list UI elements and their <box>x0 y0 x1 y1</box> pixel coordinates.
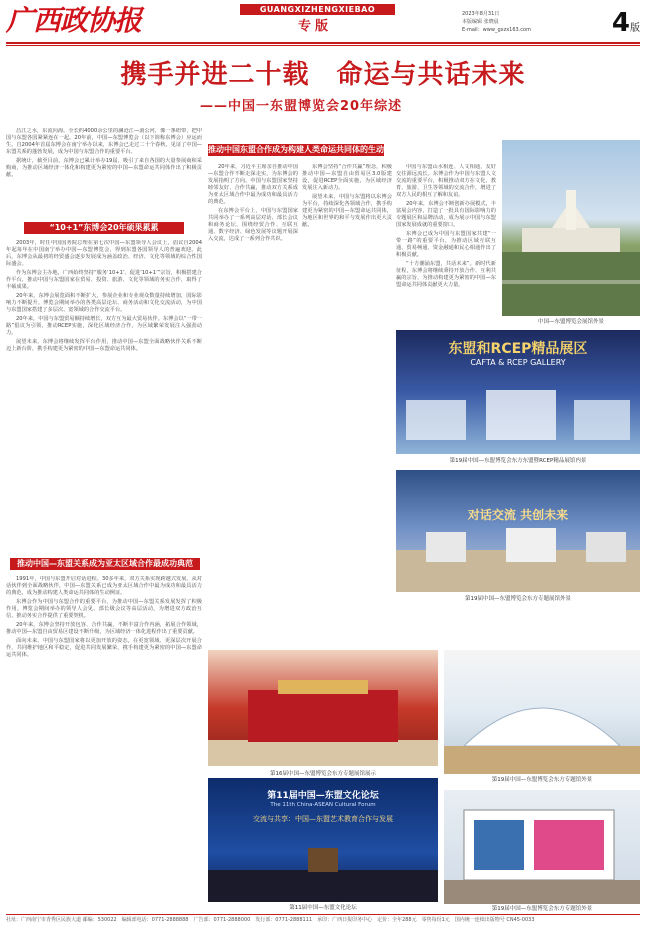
paragraph: 昌江之水，东流向海。全长约4000余公里的澜沧江—湄公河，像一条纽带，把中国与东盟各国紧紧连在一起。20年前，中国—东盟博览会（以下简称东博会）应运而生。自2004年首届东博会在南宁举办以来，东博会已走过二十个春秋，见证了中国—东盟关系的蓬勃发展，成为中国与东盟合作的重要平台。 <box>6 128 202 155</box>
red-pavilion-illustration <box>208 650 438 766</box>
page-number: 4版 <box>611 8 640 38</box>
white-pavilion-illustration <box>444 650 640 774</box>
footer-info: 社址：广西南宁市青秀区民族大道 邮编：530022 编辑部电话：0771-2888888 广告部：0771-2888000 发行部：0771-2888111 承印：广西日报印务中心 定价：全年288元 零售每份1元 国内统一连续出版物号 CN45-0033 <box>6 917 535 923</box>
paragraph: 东博会坚持“合作共赢”理念，积极推动中国—东盟自由贸易区3.0版建设，促进RCEP全面实施，为区域经济发展注入新动力。 <box>302 164 392 191</box>
photo-rcep-gallery <box>396 330 640 454</box>
paragraph: 1991年，中国与东盟开启对话进程。30多年来，双方关系实现跨越式发展，从对话伙伴到全面战略伙伴，中国—东盟关系已成为亚太区域合作中最为成功和最具活力的典范，成为推动构建人类命运共同体的生动例证。 <box>6 576 202 596</box>
masthead-pinyin: GUANGXIZHENGXIEBAO <box>240 4 395 15</box>
photo-caption: 中国—东盟博览会展馆外景 <box>537 319 604 325</box>
hall-illustration <box>396 470 640 592</box>
hall-banner: 对话交流 共创未来 <box>467 508 569 522</box>
expo-building-illustration <box>502 140 640 316</box>
forum-stage-illustration <box>208 778 438 902</box>
paragraph: 20年来，东博会不断创新办展模式，丰富展会内容，打造了一批具有国际影响力的专题展区和品牌活动，成为展示中国与东盟国家发展成就的重要窗口。 <box>396 201 496 228</box>
col1-section1 <box>6 240 202 508</box>
forum-subtitle: The 11th China-ASEAN Cultural Forum <box>270 802 376 808</box>
section-head-2: 推动中国—东盟关系成为亚太区域合作最成功典范 <box>10 558 200 570</box>
paragraph: 中国与东盟山水相连、人文相通，友好交往源远流长。东博会作为中国与东盟人文交流的重要平台，积极推动双方在文化、教育、旅游、卫生等领域的交流合作，增进了双方人民的相互了解和友谊。 <box>396 164 496 198</box>
date-line: 2023年8月31日 <box>462 11 500 17</box>
forum-title: 第11届中国—东盟文化论坛 <box>267 791 379 801</box>
email-line: E-mail：www_gxzx163.com <box>462 27 531 33</box>
photo-white-pavilion <box>444 650 640 774</box>
paragraph: 东博会已成为中国与东盟国家共建“一带一路”的重要平台，为推动区域互联互通、贸易畅通、资金融通和民心相通作出了积极贡献。 <box>396 231 496 258</box>
subheadline: ——中国一东盟博览会20年综述 <box>200 99 403 114</box>
rcep-hall-illustration <box>396 330 640 454</box>
paragraph: 20年来，中国与东盟贸易额持续增长，双方互为最大贸易伙伴。东博会以“一带一路”倡议为引领，推动RCEP实施，深化区域经济合作，为区域繁荣发展注入强劲动力。 <box>6 316 202 336</box>
paragraph: “十方潮涌东盟，共话未来”。新时代新征程，东博会将继续秉持开放合作、互利共赢的宗旨，为推动构建更为紧密的中国—东盟命运共同体贡献更大力量。 <box>396 261 496 288</box>
paragraph: 展望未来，东博会将继续发挥平台作用，推动中国—东盟全面战略伙伴关系不断迈上新台阶，携手构建更为紧密的中国—东盟命运共同体。 <box>6 339 202 352</box>
rcep-sign: 东盟和RCEP精品展区 <box>448 341 588 357</box>
section-head-1: “10+1”东博会20年硕果累累 <box>24 222 184 234</box>
headline: 携手并进二十载 命运与共话未来 <box>120 60 526 90</box>
masthead-rule <box>6 42 640 44</box>
footer-rule <box>6 914 640 915</box>
photo-colorful-pavilion <box>444 790 640 904</box>
forum-line: 交流与共享：中国—东盟艺术教育合作与发展 <box>253 815 393 823</box>
paragraph: 20年来，东博会坚持开放包容、合作共赢，不断丰富合作内涵，拓展合作领域，推动中国—东盟自由贸易区建设不断升级，为区域经济一体化进程作出了重要贡献。 <box>6 622 202 635</box>
col1-section2 <box>6 576 202 906</box>
paragraph: 20年来，东博会展览面积不断扩大，参展企业和专业观众数量持续增加，国际影响力不断提升。博览会期间举办的各类高层论坛、商务活动和文化交流活动，为中国与东盟国家搭建了多层次、宽领域的合作交流平台。 <box>6 293 202 313</box>
paragraph: 展望未来，中国与东盟将以东博会为平台，持续深化各领域合作，携手构建更为紧密的中国—东盟命运共同体，为地区和世界的和平与发展作出更大贡献。 <box>302 194 392 228</box>
col1-intro <box>6 128 202 218</box>
paragraph: 作为东博会主办地，广西始终坚持“服务‘10+1’、促进‘10+1’”宗旨，积极搭建合作平台，推动中国与东盟国家在贸易、投资、旅游、文化等领域的务实合作，取得了丰硕成果。 <box>6 270 202 290</box>
section-head-3: 推动中国东盟合作成为构建人类命运共同体的生动例证 <box>208 145 384 166</box>
paragraph: 在东博会平台上，中国与东盟国家共同举办了一系列高层对话、部长会议和商务论坛，围绕经贸合作、互联互通、数字经济、绿色发展等议题开展深入交流，达成了一系列合作共识。 <box>208 208 298 242</box>
colorful-pavilion-illustration <box>444 790 640 904</box>
masthead-title: 广西政协报 <box>6 4 142 37</box>
photo-caption: 第19届中国—东盟博览会东方专题馆外景 <box>491 906 593 912</box>
col2b-text <box>302 164 392 644</box>
paragraph: 面向未来，中国与东盟国家将以更加开放的姿态，在更宽领域、更深层次开展合作，共同维护地区和平稳定，促进共同发展繁荣，携手构建更为紧密的中国—东盟命运共同体。 <box>6 638 202 658</box>
photo-red-pavilion <box>208 650 438 766</box>
masthead-rule-thin <box>6 45 640 46</box>
photo-exhibition-hall <box>396 470 640 592</box>
paragraph: 2003年，时任中国国务院总理在第七次中国—东盟领导人会议上，倡议自2004年起每年在中国南宁举办中国—东盟博览会，得到东盟各国领导人的普遍欢迎。此后，东博会从最初的经贸盛会逐步发展成为涵盖政治、经济、文化等领域的综合性国际盛会。 <box>6 240 202 267</box>
paragraph: 据统计，截至目前，东博会已累计举办19届，吸引了来自各国的大量参展商和采购商，为推动区域经济一体化和构建更为紧密的中国—东盟命运共同体作出了积极贡献。 <box>6 158 202 178</box>
photo-caption: 第19届中国—东盟博览会东方专题馆外景 <box>491 777 593 783</box>
photo-caption: 第19届中国—东盟博览会东方东盟暨RCEP精品展馆内景 <box>449 458 587 464</box>
rcep-sign-en: CAFTA & RCEP GALLERY <box>470 358 566 367</box>
photo-expo-exterior <box>502 140 640 316</box>
photo-caption: 第19届中国—东盟博览会东方专题展馆外景 <box>465 596 571 602</box>
photo-caption: 第16届中国—东盟博览会东方专题展馆展示 <box>270 771 376 777</box>
col2-text <box>208 164 298 644</box>
photo-caption: 第11届中国—东盟文化论坛 <box>289 905 357 911</box>
section-label: 专版 <box>297 19 332 34</box>
paragraph: 20年来，习近平主席亲自推动中国—东盟合作不断走深走实，为东博会的发展指明了方向。中国与东盟国家坚持睦邻友好、合作共赢，推动双方关系成为亚太区域合作中最为成功和最具活力的典范。 <box>208 164 298 205</box>
photo-cultural-forum <box>208 778 438 902</box>
paragraph: 东博会作为中国与东盟合作的重要平台，为推动中国—东盟关系发展发挥了积极作用。博览会期间举办的领导人会见、部长级会议等高层活动，为增进双方政治互信、推动务实合作提供了重要契机。 <box>6 599 202 619</box>
editor-line: 本版编辑 张晓晨 <box>462 19 499 25</box>
